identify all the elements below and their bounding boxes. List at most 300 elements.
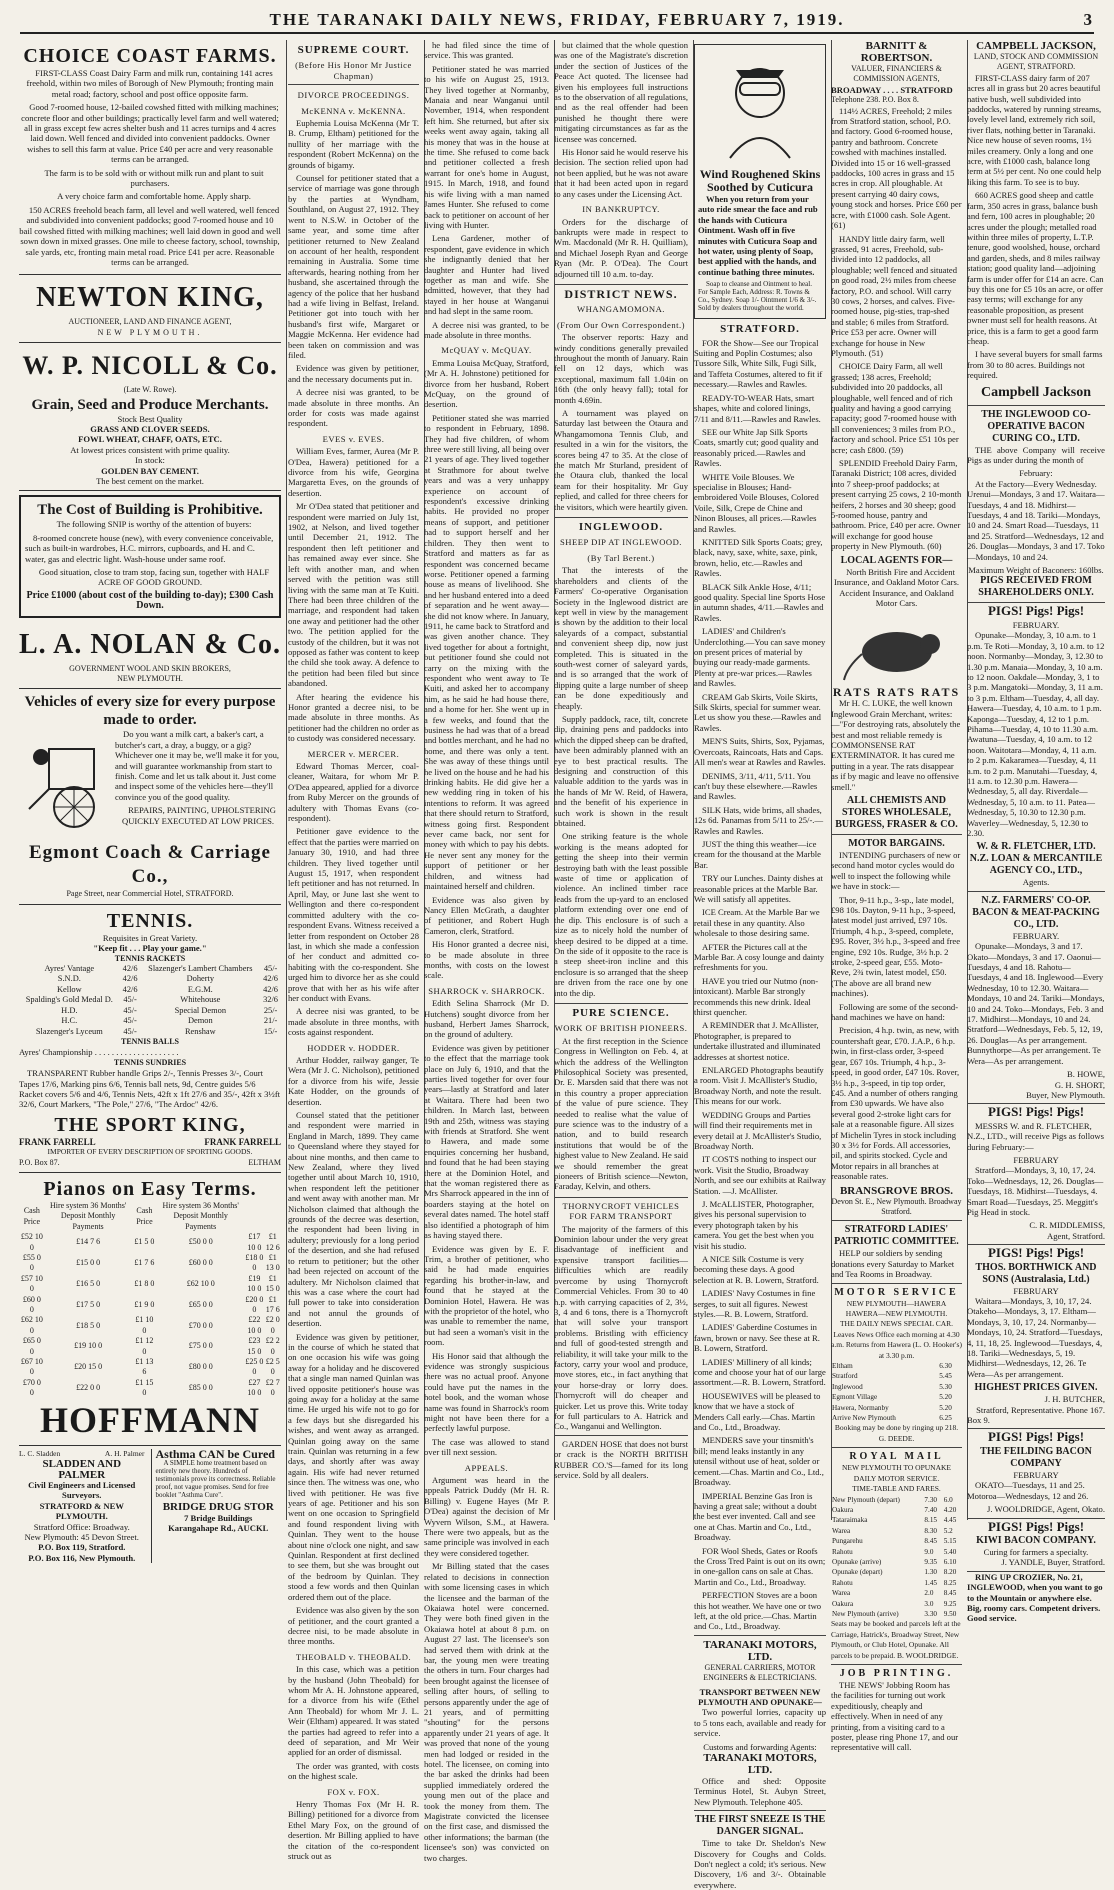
classified-ad: BLACK Silk Ankle Hose, 4/11; good quality. Special line Sports Hose in autumn shades, 4/11.—Rawles and Rawles. (694, 581, 826, 623)
local-agents-text: North British Fire and Accident Insurance, and Oakland Motor Cars. Accident Insurance, and Oakland Motor Cars. (833, 566, 960, 608)
royal-mail-row-cell: Rahotu (832, 1547, 853, 1556)
hoffmann-brand: HOFFMANN (40, 1399, 260, 1440)
racket-row-cell: Spalding's Gold Medal D. (25, 995, 113, 1005)
classified-ad: IMPERIAL Benzine Gas Iron is having a great sale; without a doubt the best ever invented. Call and see one at Chas. Martin and Co., Ltd., Broadway. (694, 1490, 817, 1543)
sport-sub: IMPORTER OF EVERY DESCRIPTION OF SPORTING GOODS. (47, 1147, 253, 1157)
sport-owner: FRANK FARRELL (204, 1136, 281, 1147)
royal-mail-row-cell: Pungarehu (832, 1537, 863, 1546)
cuticura-heading: Wind Roughened Skins Soothed by Cuticura (699, 167, 821, 194)
wp-line: In stock: (135, 455, 165, 466)
classified-ad: LADIES' Navy Costumes in fine serges, to suit all figures. Newest styles.—R. B. Lowern, Stratford. (694, 1288, 816, 1319)
classified-ad: PERFECTION Stoves are a boon this hot weather. We have one or two left, at the old price.—Chas. Martin and Co., Ltd., Broadway. (694, 1590, 822, 1632)
piano-row-cell: £1 13 0 (265, 1253, 280, 1273)
fletcher-agents: W. & R. FLETCHER, LTD. (976, 841, 1096, 853)
wp-line: The best cement on the market. (96, 475, 204, 486)
month: FEBRUARY. (1012, 930, 1060, 941)
article-para: Evidence was given by petitioner, in the course of which he stated that on one occasion his wife was going away for a holiday and he discovered that a single man named Quinlan was lived opposite petitioner's house was going away for a holiday at the same time. He urged his wife not to go for a few days but she disregarded his wishes, and went away as arranged. Quinlan going away on the same train. Quinlan was returning in a few days, and shortly after was away again. His wife had never returned since then. The witness was one, who lived with petitioner. He was five years of age. Petitioner and his son went on one occasion to Springfield and found respondent living with Quinlan. They went to the house about nine o'clock one night, and saw Quinlan. Respondent at first declined to see them, but she was brought out of the bedroom by Quinlan. They stood a few words and then Quinlan ordered them out of the place. (288, 1331, 419, 1602)
classified-ad: LADIES' Millinery of all kinds; come and choose your hat of our large assortment.—R. B. Lowern, Stratford. (694, 1356, 826, 1388)
inglewood-bacon: THE INGLEWOOD CO-OPERATIVE BACON CURING CO., LTD. (981, 408, 1091, 444)
wp-sub: (Late W. Rowe). (123, 385, 177, 395)
royal-mail-row (831, 1495, 962, 1505)
balls-line: Ayres' Championship . . . . . . . . . . . . . . . . . . . . (19, 1047, 179, 1058)
royal-mail-row-cell: 8.45 (924, 1537, 937, 1546)
piano-row-cell: £62 10 0 (186, 1279, 215, 1289)
section-heading: PURE SCIENCE. (554, 1003, 688, 1018)
ad-cost-of-building (19, 495, 281, 617)
sport-box: P.O. Box 87. (19, 1157, 60, 1167)
royal-mail-tt: TIME-TABLE AND FARES. (852, 1484, 941, 1494)
piano-row (19, 1274, 281, 1295)
piano-row-cell: £17 10 0 (247, 1232, 262, 1252)
local-agents: LOCAL AGENTS FOR— (840, 554, 953, 566)
article-para: His Honor said he would reserve his decision. The section relied upon had not been applied, but he was not aware that it had been acted upon in regard to any cases under the Licensing Act. (554, 147, 688, 199)
classified-ad: MEN'S Suits, Shirts, Sox, Pyjamas, Overcoats, Raincoats, Hats and Caps. All men's wear at Rawles and Rawles. (694, 736, 826, 768)
racket-row-cell: 42/6 (122, 964, 138, 974)
pigs-heading: PIGS! Pigs! Pigs! (987, 1245, 1085, 1261)
pig-schedule: Opunake—Monday, 3, 10 a.m. to 1 p.m. Te Roti—Monday, 3, 10 a.m. to 12 noon. Normanby—Monday, 3, 12.30 to 1.30 p.m. Manaia—Monday, 3, 10 a.m. to 12 noon. Oakdale—Monday, 3, 1 to 3 p.m. Mangatoki—Monday, 3, 11 a.m. to 3 p.m. Eltham—Tuesday, 4, all day. Hawera—Tuesday, 4, 10 a.m. to 1 p.m. Kaponga—Tuesday, 4, 12 to 1 p.m. Pihama—Tuesday, 4, 10 to 11.30 a.m. Awatuna—Tuesday, 4, 10 a.m. to 12 noon. Waitotara—Monday, 4, 11 a.m. to 2 p.m. Kakaramea—Tuesday, 4, 11 a.m. to 2 p.m. Manutahi—Tuesday, 4, 11 a.m. to 12.30 p.m. Hawera—Wednesday, 5, all day. Riverdale—Wednesday, 5, 10 a.m. to 11. Patea—Wednesday, 5, 10.30 to 12.30 p.m. Waverley—Wednesday, 5, 12.30 to 2.30. (967, 630, 1105, 838)
piano-row-cell: £67 10 0 (20, 1357, 43, 1377)
royal-mail-row (831, 1526, 962, 1536)
article-para: he had filed since the time of service. This was granted. (424, 40, 549, 61)
case-title: SHARROCK v. SHARROCK. (428, 985, 545, 996)
racket-row (19, 1006, 281, 1016)
article-para: In this case, which was a petition by the husband (John Theobald) for whom Mr A. H. Johnstone appeared, for a divorce from his wife (Ethel Ann Theobald) for whom Mr J. L. Weir (Eltham) appeared. It was stated the parties had agreed to refer into a deed of separation, and Mr Weir applied for an order of dismissal. (288, 1664, 419, 1758)
hose-advert: GARDEN HOSE that does not burst or crack is the NORTH BRITISH RUBBER CO.'S—famed for its long service. Sold by all dealers. (554, 1435, 688, 1481)
feilding-bacon: THE FEILDING BACON COMPANY (980, 1445, 1092, 1469)
piano-row-cell: £18 5 0 (76, 1320, 101, 1330)
sladden-line: Civil Engineers and Licensed Surveyors. (28, 1479, 136, 1501)
ad-newton-king (19, 275, 281, 343)
wagon-illustration (19, 729, 109, 839)
racket-row-cell: Demon (187, 1016, 213, 1026)
case-title: MERCER v. MERCER. (307, 748, 400, 759)
royal-mail-row-cell: 8.45 (943, 1589, 957, 1598)
column-6-agents (826, 40, 968, 1753)
service-row-cell: 5.20 (939, 1403, 952, 1412)
racket-row-cell: 42/6 (122, 984, 138, 994)
sladden-firm: SLADDEN AND PALMER (42, 1458, 122, 1481)
racket-row-cell: E.G.M. (187, 984, 213, 994)
royal-mail-row-cell: Oakura (832, 1505, 854, 1514)
classified-ad: SEE our White Jap Silk Sports Coats, smartly cut; good quality and reasonably priced.—Rawles and Rawles. (694, 426, 819, 469)
ad-sladden (19, 1449, 145, 1563)
sport-king-name: THE SPORT KING, (54, 1113, 246, 1136)
ad-choice-coast-farms (19, 40, 281, 275)
piano-row-cell: £80 0 0 (188, 1362, 213, 1372)
piano-row-cell: £1 5 0 (134, 1237, 155, 1247)
asthma-text: A SIMPLE home treatment based on entirely new theory. Hundreds of testimonials prove its correctness. Reliable proof, not vague promises. Send for free booklet "Asthma Cure". (155, 1459, 276, 1500)
egmont-addr: Page Street, near Commercial Hotel, STRATFORD. (66, 889, 234, 899)
farms-para: The farm is to be sold with or without milk run and plant to suit purchasers. (44, 167, 264, 189)
motor-bargains: MOTOR BARGAINS. (848, 837, 945, 849)
piano-row-cell: £65 0 0 (22, 1336, 41, 1356)
article-para: His Honor said that although the evidence was strongly suspicious there was no actual proof. Anyone could have put the names in the hotel book, and the woman whose name was found in Sharrock's room might not have been there for a perfectly lawful purpose. (424, 1350, 549, 1434)
column-2-supreme-court (283, 40, 425, 1862)
racket-row-cell: Whitehouse (180, 995, 221, 1005)
service-row (831, 1371, 962, 1381)
racket-row (19, 964, 281, 974)
article-para: but claimed that the whole question was one of the Magistrate's discretion under the section of Justices of the Peace Act quoted. The licensee had given his employees full instructions as to the observation of all regulations, and as the real offender had been punished he thought there were mitigating circumstances as far as the licensee was concerned. (554, 40, 688, 144)
month: FEBRUARY (1013, 1285, 1059, 1296)
section-heading: SUPREME COURT. (297, 44, 410, 56)
district-name: WHANGAMOMONA. (577, 304, 665, 315)
pig-schedule: Stratford—Mondays, 3, 10, 17, 24. Toko—Wednesdays, 12, 26. Douglas—Tuesdays, 18. Midhirst—Tuesdays, 4. Smart Road—Tuesdays, 25. Meggitt's Pig Head in stock. (967, 1165, 1104, 1217)
rat-illustration (842, 612, 952, 682)
taranaki-motors-sub: GENERAL CARRIERS, MOTOR ENGINEERS & ELECTRICIANS. (703, 1662, 817, 1683)
ad-pianos (19, 1173, 281, 1446)
royal-mail-row-cell: 2.0 (924, 1589, 934, 1598)
buyer-name: B. HOWE, (1067, 1069, 1105, 1080)
service-row-cell: 5.45 (939, 1372, 952, 1381)
box-number: Box 9. (967, 1415, 1105, 1429)
service-row-cell: Hawera, Normanby (832, 1403, 889, 1412)
article-para: Counsel stated that the petitioner and respondent were married in England in March, 1899. They came to Queensland where they stayed for about nine months, and then came to New Zealand, where they lived together until about March 10, 1910, when respondent left the petitioner and went away with another man. Mr Nicholson claimed that although the grounds of the decree was desertion, the respondent had been living in adultery; previously for a long period of the desertion, and she had refused to return to petitioner; but the other had been rejected on account of the adultery. Mr Nicholson claimed that this was a case where the court had full power to take into consideration and not annul the grounds of desertion. (288, 1110, 419, 1329)
balls-heading: TENNIS BALLS (120, 1036, 180, 1046)
agents-label: Agents. (967, 877, 1105, 891)
page-number: 3 (1083, 10, 1094, 29)
service-row (831, 1382, 962, 1392)
nolan-sub: GOVERNMENT WOOL AND SKIN BROKERS, (69, 663, 231, 673)
classified-ad: FOR Wool Sheds, Gates or Roofs the Cross Tred Paint is out on its own; in one-gallon cans on sale at Chas. Martin and Co., Ltd., Broadway. (694, 1545, 826, 1587)
racket-row-cell: Doherty (186, 974, 215, 984)
buyer-label: Buyer, New Plymouth. (967, 1090, 1105, 1104)
royal-mail-row (831, 1567, 962, 1577)
royal-mail-row-cell: 5.15 (943, 1537, 957, 1546)
racket-row-cell: Kellow (56, 984, 82, 994)
cuticura-text: When you return from your auto ride smear the face and rub the hands with Cuticura Ointment. Wash off in five minutes with Cuticura Soap and hot water, using plenty of Soap, best applied with the hands, and continue bathing three minutes. (698, 194, 818, 277)
campbell-name: CAMPBELL JACKSON, (976, 40, 1096, 52)
wp-line: Stock Best Quality (117, 413, 183, 424)
nz-farmers: N.Z. FARMERS' CO-OP. BACON & MEAT-PACKING CO., LTD. (972, 894, 1100, 930)
column-3-court-cont (419, 40, 555, 1863)
piano-row-cell: £23 15 0 (247, 1336, 262, 1356)
crozier-ad: RING UP CROZIER, No. 21, INGLEWOOD, when you want to go to the Mountain or anywhere else. Big, roomy cars. Competent drivers. Good service. (967, 1571, 1103, 1624)
piano-row (19, 1315, 281, 1336)
royal-mail: ROYAL MAIL (849, 1451, 944, 1463)
agent-label: Agent, Stratford. (967, 1231, 1105, 1245)
agent-name: C. R. MIDDLEMISS, (1029, 1220, 1105, 1231)
masthead (20, 10, 1094, 34)
nk-sub: AUCTIONEER, LAND AND FINANCE AGENT, (68, 317, 232, 327)
bridge-addr: Karangahape Rd., AUCKL (168, 1522, 269, 1533)
piano-row-cell: £62 10 0 (20, 1315, 43, 1335)
service-row-cell: Egmont Village (832, 1393, 878, 1402)
transport-agents: Customs and forwarding Agents: (703, 1741, 817, 1752)
pianos-table (19, 1201, 281, 1399)
article-para: Petitioner stated she was married to respondent in February, 1898. They had five children, of whom three were still living, all being over 21 years of age. They lived together at Strathmore for about twelve years and was a very unhappy experience on account of respondent's excessive drinking habits. He provided no proper means of support, and petitioner had to support herself and her children. They then went to Stratford and matters as far as respondent was concerned became worse. Petitioner opened a farming house as means of livelihood. She and her husband entered into a deed of separation and he went away—she did not know where. In January, 1911, he came back to Stratford and was given another chance. They lived together for about a fortnight, but petitioner found she could not carry on the mixing with the respondent who went away to Te Kuiti, and asked her to accompany him, as he said he had house there, and a home for her. She went up in a few weeks, and found that the business he had was that of a bread and bottles merchant, and he had no home, and there was only a tent. She was away of these things until he lived on the house and he had his drinking habits. He did give her a new wedding ring in token of his intentions to reform. It was agreed that there should return to Stratford, witness going first. Respondent never came back, nor sent for money with which to pay his debts. He never sent any money for the support of petitioner or her children, and witness had maintained herself and children. (424, 412, 549, 892)
nolan-place: NEW PLYMOUTH. (117, 674, 183, 684)
pigs-shareholders: PIGS RECEIVED FROM SHAREHOLDERS ONLY. (967, 575, 1105, 603)
section-heading: DISTRICT NEWS. (554, 284, 688, 299)
article-para: The majority of the farmers of this Dominion labour under the very great disadvantage of inefficient and expensive transport facilities—difficulties which are readily overcome by using Thornycroft Commercial Vehicles. From 30 to 40 h.p. with carrying capacities of 2, 3½, 3, 4 and 6 tons, there is a Thornycroft that will solve your transport problems. Bristling with efficiency and full of good-tested strength and reliability, it will take your milk to the factory, carry your wool and produce, move stores, etc., in fact anything that your horse-dray or lorry does. Thornycroft will do cheaper and quicker. Let us prove this. Write today for full particulars to A. Hatrick and Co., Wanganui and Wellington. (554, 1223, 688, 1432)
racket-row-cell: 45/- (123, 995, 137, 1005)
farm-listing: CHOICE Dairy Farm, all well grassed; 138 acres, Freehold; subdivided into 20 paddocks, all ploughable, well fenced and of rich quality and having a good carrying capacity; good 7-roomed house with all conveniences; 3 miles from P.O., factory and school. Price £51 10s per acre; cash £800. (59) (831, 361, 959, 455)
ad-la-nolan (19, 622, 281, 690)
sladden-line: P.O. Box 119, Stratford. (38, 1542, 126, 1553)
column-5-stratford (689, 40, 832, 1890)
royal-mail-row (831, 1536, 962, 1546)
farms-para: Good 7-roomed house, 12-bailed cowshed fitted with milking machines; concrete floor and other buildings; practically level farm and well watered; all in grass except few acres shelter bush and 11 acres turnips and 4 acres laid down. Well fenced and divided into convenient paddocks. Owner wishes to sell this farm at value. Price £40 per acre and very reasonable terms can be arranged. (21, 102, 279, 165)
service-row-cell: 6.25 (939, 1414, 952, 1423)
article-para: Euphemia Louisa McKenna (Mr T. B. Crump, Eltham) petitioned for the nullity of her marriage with the respondent (Robert McKenna) on the grounds of bigamy. (288, 118, 419, 170)
piano-row-cell: £22 0 0 (76, 1383, 101, 1393)
bridge-heading: BRIDGE DRUG STOR (162, 1501, 274, 1514)
classified-ad: A REMINDER that J. McAllister, Photographer, is prepared to undertake illustrated and illuminated addresses at shortest notice. (694, 1020, 821, 1062)
barnitt-name: BARNITT & ROBERTSON. (860, 40, 933, 64)
article-para: His Honor granted a decree nisi, to be made absolute in three months, with costs on the lowest scale. (424, 939, 549, 981)
nzloan-agents: N.Z. LOAN & MERCANTILE AGENCY CO., LTD., (969, 853, 1103, 877)
piano-row-cell: £22 10 0 (247, 1315, 262, 1335)
piano-row-cell: £1 15 0 (135, 1377, 154, 1398)
royal-mail-row-cell: 3.30 (924, 1609, 937, 1618)
subheading: SHEEP DIP AT INGLEWOOD. (560, 537, 682, 548)
racket-row-cell: 42/6 (122, 974, 138, 984)
transport-para: Office and shed: Opposite Terminus Hotel, St. Aubyn Street, New Plymouth. Telephone 405. (694, 1776, 826, 1807)
ad-asthma (151, 1446, 282, 1563)
piano-row-cell: Hire system 36 Months' Deposit Monthly Payments (49, 1200, 127, 1231)
classified-ad: ICE Cream. At the Marble Bar we retail these in any quantity. Also wholesale to those desiring same. (694, 907, 820, 939)
masthead-title: THE TARANAKI DAILY NEWS, FRIDAY, FEBRUARY 7, 1919. (269, 10, 845, 29)
subheading: DIVORCE PROCEEDINGS. (297, 90, 410, 101)
bransgrove: BRANSGROVE BROS. (839, 1184, 954, 1197)
pig-schedule: OKATO—Tuesdays, 11 and 25. Motoroa—Wednesdays, 12 and 26. (967, 1480, 1089, 1501)
motor-service-fare: Booking may be done by ringing up 218. G. DEEDE. (831, 1423, 962, 1448)
racket-row (19, 985, 281, 995)
piano-row-cell: £65 0 0 (188, 1299, 213, 1309)
month: FEBRUARY. (1012, 619, 1060, 630)
case-title: HODDER v. HODDER. (307, 1042, 400, 1053)
classified-ad: IT COSTS nothing to inspect our work. Visit the Studio, Broadway North, and see our exhibits at Railway Station. —J. McAllister. (694, 1154, 826, 1196)
motor-para: Thor, 9-11 h.p., 3-sp., late model, £98 10s. Dayton, 9-11 h.p., 3-speed, latest model just arrived, £97 10s. Triumph, 4 h.p., 3-speed, complete, £95. Rover, 3½ h.p., 3-speed and free engine, £92 10s. Rudge, 3½ h.p. 2 stroke, 2-speed gear, £55. Moto-Reve, 2¾ twin, latest model, £50. (The above are all brand new machines). (831, 894, 961, 999)
classified-ad: READY-TO-WEAR Hats, smart shapes, white and colored linings, 7/11 and 8/11.—Rawles and Rawles. (694, 392, 821, 424)
royal-mail-timetable (831, 1495, 962, 1620)
classified-ad: J. McALLISTER, Photographer, gives his personal supervision to every photograph taken by his camera. You get the best when you visit his studio. (694, 1198, 815, 1251)
racket-row-cell: Renshaw (184, 1026, 216, 1036)
piano-row-cell: £50 0 0 (188, 1237, 213, 1247)
classified-ad: HOUSEWIVES will be pleased to know that we have a stock of Menders Call early.—Chas. Martin and Co., Ltd., Broadway. (694, 1390, 821, 1433)
cost-heading: The Cost of Building is Prohibitive. (37, 502, 263, 519)
racket-row-cell: 42/6 (263, 984, 278, 994)
royal-mail-row-cell: Oakura (832, 1599, 854, 1608)
rackets-table (19, 964, 281, 1037)
rackets-heading: TENNIS RACKETS (114, 953, 186, 963)
royal-mail-row (831, 1599, 962, 1609)
agent-name: J. WOOLDRIDGE, Agent, Okato. (967, 1504, 1105, 1518)
piano-row-cell: £27 10 0 (247, 1377, 262, 1398)
royal-mail-row-cell: Warea (832, 1589, 851, 1598)
service-row-cell: Arrive New Plymouth (832, 1414, 896, 1423)
service-row-cell: Inglewood (832, 1382, 863, 1391)
piano-row-cell: £52 10 0 (20, 1232, 43, 1252)
job-printing: JOB PRINTING. (839, 1668, 954, 1679)
driver-illustration (700, 48, 820, 168)
piano-row-cell: £75 0 0 (188, 1341, 213, 1351)
farms-para: 150 ACRES freehold beach farm, all level and well watered, well fenced and subdivided into convenient paddocks; good 7-roomed house and 10 bail cowshed fitted with milking machines; well laid down in good and well sown down in mixed grasses. One mile to cheese factory, school, township, sale yards, etc, fronting main metal road. Price £41 per acre. Reasonable terms can be arranged. (19, 204, 281, 267)
tennis-slogan: "Keep fit . . . Play your game." (93, 943, 207, 954)
column-1-adverts (14, 40, 287, 1563)
piano-row-cell: £18 0 0 (245, 1253, 264, 1273)
racket-row (19, 995, 281, 1005)
motor-service-sub: NEW PLYMOUTH—HAWERA HAWERA—NEW PLYMOUTH. (845, 1298, 948, 1318)
piano-row-cell: £17 5 0 (76, 1299, 101, 1309)
kiwi-sub: Curing for farmers a specialty. (983, 1546, 1089, 1557)
motor-service-text: THE DAILY NEWS SPECIAL CAR. Leaves News Office each morning at 4.30 a.m. Returns from Hawera (L. O. Hooker's) at 3.30 p.m. (831, 1319, 962, 1360)
nolan-name: L. A. NOLAN & Co. (19, 628, 282, 660)
farm-listing: I have several buyers for small farms from 30 to 80 acres. Buildings not required. (967, 349, 1103, 381)
farms-heading: CHOICE COAST FARMS. (23, 45, 277, 67)
piano-row-cell: Cash Price (136, 1206, 153, 1226)
article-para: A decree nisi was granted, to be made absolute in three months, with costs against respondent. (288, 1006, 419, 1038)
transport-para: Two powerful lorries, capacity up to 5 tons each, available and ready for service. (694, 1707, 826, 1739)
article-para: Supply paddock, race, tilt, concrete dip, draining pens and paddocks into which the dipped sheep can be drafted, have been admirably planned with an eye to best practical results. The designing and construction of this valuable addition to the yards was in the hands of Mr W. Reid, of Hawera, and the benefit of his experience in such work is shown in the result obtained. (554, 713, 688, 829)
case-title: McKENNA v. McKENNA. (301, 105, 406, 116)
royal-mail-row (831, 1588, 962, 1598)
cuticura-small: Soap to cleanse and Ointment to heal. For Sample Each, Address: R. Towns & Co., Sydney. Soap 1/- Ointment 1/6 & 3/-. Sold by dealers throughout the world. (698, 280, 817, 313)
ad-tennis (19, 905, 281, 1173)
tennis-heading: TENNIS. (106, 909, 194, 932)
case-title: THEOBALD v. THEOBALD. (295, 1651, 412, 1662)
racket-row-cell: 45/- (263, 964, 278, 974)
vehicles-repairs: REPAIRS, PAINTING, UPHOLSTERING QUICKLY EXECUTED AT LOW PRICES. (122, 805, 276, 826)
correspondent: (By Tarl Berent.) (587, 552, 655, 563)
piano-row (19, 1295, 281, 1316)
classified-ad: LADIES' and Children's Underclothing.—You can save money on present prices of material by buying our ready-made garments. Plenty at pre-war prices.—Rawles and Rawles. (694, 626, 826, 689)
article-para: Orders for the discharge of bankrupts were made in respect to Wm. Macdonald (Mr R. H. Quilliam), and Michael Joseph Ryan and George Ryan (Mr. P. O'Dea). The Court adjourned till 10 a.m. to-day. (554, 216, 688, 279)
column-4-news (549, 40, 694, 1520)
classified-ad: JUST the thing this weather—ice cream for the thousand at the Marble Bar. (694, 838, 821, 870)
royal-mail-row-cell: Opunake (arrive) (832, 1557, 882, 1566)
piano-row-cell: £70 0 0 (188, 1320, 213, 1330)
royal-mail-row-cell: 8.25 (943, 1578, 957, 1587)
racket-row-cell: H.C. (61, 1016, 78, 1026)
farm-listing: 660 ACRES good sheep and cattle farm, 350 acres in grass, balance bush and fern, 100 acres in ploughable; 20 acres under the plough; metalled road within three miles of property, L.T.P. tenure, good woolshed, house, orchard and garden, sheds, and 8 miles railway station; good quality land—adjoining farm is under offer for £14 an acre. Can buy this one for £5 10s an acre, or offer easy terms; will exchange for any reasonable proposition, as present owner must sell for health reasons. At price, this is a farm to get a good farm cheap. (967, 190, 1104, 346)
article-para: A decree nisi was granted, to be made absolute in three months. (424, 319, 549, 340)
egmont-name: Egmont Coach & Carriage Co., (29, 842, 271, 888)
racket-row-cell: H.D. (61, 1005, 78, 1015)
kiwi-bacon: KIWI BACON COMPANY. (976, 1534, 1096, 1546)
piano-row-cell: £14 7 6 (76, 1237, 101, 1247)
racket-row-cell: Ayres' Vantage (44, 964, 95, 974)
article-para: Arthur Hodder, railway ganger, Te Wera (Mr J. C. Nicholson), petitioned for a divorce from his wife, Jessie Kate Hodder, on the grounds of desertion. (288, 1054, 419, 1107)
piano-row (19, 1336, 281, 1357)
sport-place: ELTHAM (248, 1157, 281, 1167)
racket-row-cell: Slazenger's Lambert Chambers (148, 964, 253, 974)
sundries-text: TRANSPARENT Rubber handle Grips 2/-, Tennis Presses 3/-, Court Tapes 17/6, Marking pins 6/6, Tennis ball nets, 9d, Centre guides 5/6 Racket covers 5/6 and 4/6, Tennis Nets, 42ft x 1ft 27/6 and 35/-, 42ft x 3½ft 32/6, Court Markers, "The Pole," 27/6, "The Ardoc" 42/6. (19, 1068, 281, 1110)
barnitt-addr: BROADWAY . . . . STRATFORD (831, 84, 953, 95)
article-para: Petitioner gave evidence to the effect that the parties were married on January 30, 1910, and had three children. They lived together until August 15, 1917, when respondent left petitioner and has not returned. In April, May, or June last she went to Wellington and there co-respondent committed adultery with the co-respondent Evans. Witness received a letter from respondent on October 28 last, in which she made a confession of her conduct and admitted co-habiting with the co-respondent. She urged him to divorce her as she could prove that with her as his wife after her conduct with Evans. (288, 826, 419, 1003)
piano-row-cell: £2 7 0 (265, 1377, 280, 1398)
pig-schedule: Opunake—Mondays, 3 and 17. Okato—Mondays, 3 and 17. Oaonui—Tuesdays, 4 and 18. Rahotu—Tuesdays, 4 and 18. Inglewood—Every Wednesday, 10 to 12.30. Waitara—Mondays, 10 and 24. Tariki—Mondays, 10 and 24. Toko—Mondays, Feb. 3 and 17. Midhirst—Mondays, 10 and 24. Stratford—Wednesdays, Feb. 5, 12, 19, 26. Douglas—As per arrangement. Bunnythorpe—As per arrangement. Te Wera—As per arrangement. (967, 941, 1105, 1066)
article-para: Evidence was given by E. F. Trim, a brother of petitioner, who said he had made enquiries regarding his brother-in-law, and found that he stayed at the Dominion Hotel, Hawera. He was with the proprietor of the hotel, who was unable to remember the name, but had seen a woman's visit in the room. (424, 1243, 549, 1348)
piano-row-cell: £60 0 0 (188, 1258, 213, 1268)
pig-max: Maximum Weight of Baconers: 160lbs. (968, 565, 1104, 576)
article-para: Evidence was given by petitioner, and the necessary documents put in. (288, 363, 419, 384)
classified-ad: TRY our Lunches. Dainty dishes at reasonable prices at the Marble Bar. We will satisfy all appetites. (694, 873, 823, 904)
classified-ad: AFTER the Pictures call at the Marble Bar. A cosy lounge and dainty refreshments for you. (694, 941, 825, 973)
racket-row (19, 974, 281, 984)
fletcher-para: MESSRS W. and R. FLETCHER, N.Z., LTD., will receive Pigs as follows during February:— (967, 1120, 1104, 1152)
wp-line: FOWL WHEAT, CHAFF, OATS, ETC. (78, 434, 222, 445)
ad-wp-nicoll (19, 343, 281, 491)
service-row (831, 1403, 962, 1413)
pianos-heading: Pianos on Easy Terms. (43, 1177, 257, 1200)
farms-para: A very choice farm and comfortable home. Apply sharp. (57, 191, 251, 202)
article-para: Edith Selina Sharrock (Mr D. Hutchens) sought divorce from her husband, Herbert James Sharrock, on the ground of adultery. (424, 998, 549, 1040)
royal-mail-row-cell: New Plymouth (arrive) (832, 1609, 899, 1618)
article-para: Mr O'Dea stated that petitioner and respondent were married on July 1st, 1902, at Nelson, and lived together until December 21, 1912. The respondent then left petitioner and has remained away ever since. She left with another man, and when served with the petition was still living with the same man at Te Kuiti. There had been three children of the marriage, and respondent had taken one away and petitioner had the other two. The petition applied for the custody of the children, but it was not opposed as father was content to keep the child she took away. A defence to the petition had been filed but since abandoned. (288, 501, 419, 689)
service-row-cell: 6.30 (939, 1362, 952, 1371)
barnitt-sub: VALUER, FINANCIERS & COMMISSION AGENTS, (851, 64, 942, 84)
bottom-adverts (19, 1446, 281, 1563)
royal-mail-row (831, 1578, 962, 1588)
service-row-cell: 5.20 (939, 1393, 952, 1402)
piano-row-cell: Cash Price (23, 1206, 41, 1226)
royal-mail-row-cell: 4.45 (943, 1516, 957, 1525)
piano-row-cell: £20 15 0 (74, 1362, 103, 1372)
article-para: After hearing the evidence his Honor granted a decree nisi, to be made absolute in three months. As petitioner had the children no order as to custody was considered necessary. (288, 691, 419, 744)
taranaki-motors: TARANAKI MOTORS, LTD. (703, 1752, 817, 1777)
royal-mail-row (831, 1505, 962, 1515)
piano-row (19, 1232, 281, 1253)
sladden-line: New Plymouth: 45 Devon Street. (24, 1531, 139, 1542)
article-para: Lena Gardener, mother of respondent, gave evidence in which she indignantly denied that her daughter and Hunter had lived together as man and wife. She admitted, however, that they had stayed in her house at Wanganui and had slept in the same room. (424, 233, 549, 317)
piano-row-cell: £1 12 0 (135, 1336, 154, 1356)
racket-row-cell: Special Demon (174, 1005, 227, 1015)
royal-mail-row (831, 1547, 962, 1557)
case-title: APPEALS. (464, 1462, 509, 1473)
classified-ad: FOR the Show—See our Tropical Suiting and Poplin Costumes; also Tussore Silk, White Silk, Fugi Silk, and Taffeta Costumes, altered to fit if necessary.—Rawles and Rawles. (694, 337, 823, 390)
motor-service: MOTOR SERVICE (834, 1286, 959, 1298)
royal-mail-row-cell: 9.35 (924, 1557, 937, 1566)
article-para: Henry Thomas Fox (Mr H. R. Billing) petitioned for a divorce from Ethel Mary Fox, on the ground of desertion. Mr Billing applied to have the citation of the co-respondent struck out as (288, 1799, 419, 1862)
case-title: FOX v. FOX. (327, 1786, 380, 1797)
ad-cuticura (694, 44, 826, 319)
piano-row-cell: £1 10 0 (135, 1315, 154, 1335)
borthwick: THOS. BORTHWICK AND SONS (Australasia, Ltd.) (975, 1261, 1097, 1285)
royal-mail-note: Seats may be booked and parcels left at the Carriage, Hatrick's, Broadway Street, New Plymouth, or Club Hotel, Opunake. All parcels to be prepaid. B. WOOLDRIDGE. (831, 1619, 962, 1665)
piano-row (19, 1357, 281, 1378)
piano-row-cell: £1 13 6 (135, 1357, 154, 1377)
racket-row-cell: 21/- (263, 1016, 278, 1026)
royal-mail-row (831, 1515, 962, 1525)
month: FEBRUARY (1013, 1469, 1059, 1480)
classified-ad: SILK Hats, wide brims, all shades, 12s 6d. Panamas from 5/11 to 25/-.—Rawles and Rawles. (694, 804, 824, 836)
royal-mail-row-cell: 9.25 (943, 1599, 957, 1608)
sport-owner: FRANK FARRELL (19, 1136, 96, 1147)
piano-row-cell: £1 17 6 (265, 1294, 280, 1315)
royal-mail-row-cell: Rahotu (832, 1578, 853, 1587)
piano-row-cell: Hire system 36 Months' Deposit Monthly Payments (162, 1200, 239, 1231)
agent-label: Stratford, Representative. Phone 167. (976, 1404, 1105, 1415)
campbell-sub: LAND, STOCK AND COMMISSION AGENT, STRATFORD. (973, 52, 1099, 72)
piano-row-cell: £2 0 0 (265, 1315, 280, 1335)
piano-row-cell: £19 10 0 (247, 1273, 262, 1294)
piano-row-cell: £2 2 0 (265, 1336, 280, 1356)
month: FEBRUARY (1013, 1154, 1059, 1165)
royal-mail-row-cell: 7.40 (924, 1505, 937, 1514)
pigs-heading: PIGS! Pigs! Pigs! (987, 1104, 1085, 1120)
wp-line: GOLDEN BAY CEMENT. (101, 465, 199, 476)
agent-name: J. H. BUTCHER, (1044, 1394, 1105, 1405)
wp-line: At lowest prices consistent with prime quality. (70, 444, 230, 455)
piano-row-cell: £85 0 0 (188, 1383, 213, 1393)
taranaki-motors: TARANAKI MOTORS, LTD. (694, 1635, 826, 1663)
royal-mail-row-cell: 5.40 (943, 1547, 957, 1556)
court-before: (Before His Honor Mr Justice Chapman) (288, 60, 419, 85)
classified-ad: WEDDING Groups and Parties will find their requirements met in every detail at J. McAllister's Studio, Broadway North. (694, 1109, 822, 1151)
royal-mail-row-cell: 6.10 (943, 1557, 957, 1566)
piano-row-cell: £70 0 0 (22, 1377, 41, 1398)
